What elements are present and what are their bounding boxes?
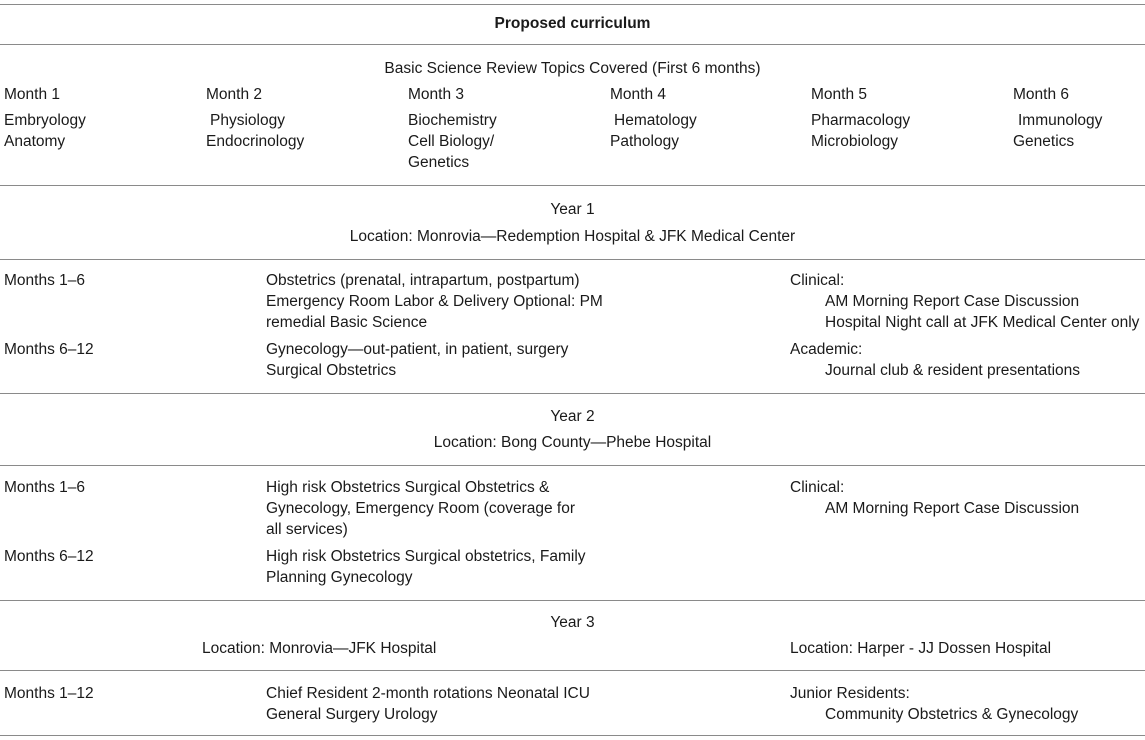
year2-row1-line: all services) xyxy=(266,521,348,538)
month-4-topic: Hematology xyxy=(614,112,697,129)
year2-heading: Year 2 xyxy=(550,408,595,425)
year1-row1-line: remedial Basic Science xyxy=(266,314,428,331)
year1-row1-line: Emergency Room Labor & Delivery Optional: PM xyxy=(266,293,603,310)
year3-period: Months 1–12 xyxy=(4,685,94,702)
rule-under-year3-header xyxy=(0,670,1145,671)
month-5-label: Month 5 xyxy=(811,86,868,103)
year3-junior-label: Junior Residents: xyxy=(790,685,910,702)
rule-bottom xyxy=(0,735,1145,736)
rule-top xyxy=(0,4,1145,5)
year2-row1-line: High risk Obstetrics Surgical Obstetrics & xyxy=(266,479,550,496)
month-4-topic: Pathology xyxy=(610,133,679,150)
month-3-topic: Biochemistry xyxy=(408,112,497,129)
year1-row1-line: Obstetrics (prenatal, intrapartum, postpartum) xyxy=(266,272,580,289)
year1-row2-line: Surgical Obstetrics xyxy=(266,362,397,379)
month-5-topic: Pharmacology xyxy=(811,112,911,129)
year3-junior-item: Community Obstetrics & Gynecology xyxy=(825,706,1079,723)
year1-location: Location: Monrovia—Redemption Hospital & JFK Medical Center xyxy=(349,228,796,245)
month-1-topic: Embryology xyxy=(4,112,86,129)
year1-academic-label: Academic: xyxy=(790,341,863,358)
year1-heading: Year 1 xyxy=(550,201,595,218)
year3-heading: Year 3 xyxy=(550,614,595,631)
month-1-topic: Anatomy xyxy=(4,133,66,150)
year2-period: Months 1–6 xyxy=(4,479,85,496)
basic-science-heading: Basic Science Review Topics Covered (First 6 months) xyxy=(384,60,761,77)
month-3-topic: Genetics xyxy=(408,154,470,171)
month-6-topic: Genetics xyxy=(1013,133,1075,150)
rule-under-year1-body xyxy=(0,393,1145,394)
year1-period: Months 1–6 xyxy=(4,272,85,289)
year3-location-right: Location: Harper - JJ Dossen Hospital xyxy=(790,640,1052,657)
year3-row1-line: General Surgery Urology xyxy=(266,706,438,723)
month-6-topic: Immunology xyxy=(1018,112,1103,129)
rule-under-title xyxy=(0,44,1145,45)
month-3-topic: Cell Biology/ xyxy=(408,133,495,150)
year2-row1-line: Gynecology, Emergency Room (coverage for xyxy=(266,500,575,517)
month-2-topic: Endocrinology xyxy=(206,133,305,150)
month-2-topic: Physiology xyxy=(210,112,285,129)
year2-row2-line: High risk Obstetrics Surgical obstetrics, Family xyxy=(266,548,586,565)
year3-row1-line: Chief Resident 2-month rotations Neonatal ICU xyxy=(266,685,590,702)
year1-clinical-item: AM Morning Report Case Discussion xyxy=(825,293,1080,310)
month-6-label: Month 6 xyxy=(1013,86,1070,103)
year1-clinical-item: Hospital Night call at JFK Medical Center only xyxy=(825,314,1140,331)
rule-under-year2-body xyxy=(0,600,1145,601)
year2-location: Location: Bong County—Phebe Hospital xyxy=(433,434,712,451)
year3-location-left: Location: Monrovia—JFK Hospital xyxy=(202,640,437,657)
rule-under-year1-header xyxy=(0,259,1145,260)
rule-under-year2-header xyxy=(0,465,1145,466)
month-3-label: Month 3 xyxy=(408,86,465,103)
year1-period: Months 6–12 xyxy=(4,341,94,358)
year2-clinical-item: AM Morning Report Case Discussion xyxy=(825,500,1080,517)
year1-academic-item: Journal club & resident presentations xyxy=(825,362,1081,379)
month-5-topic: Microbiology xyxy=(811,133,899,150)
year2-clinical-label: Clinical: xyxy=(790,479,845,496)
month-1-label: Month 1 xyxy=(4,86,61,103)
table-title: Proposed curriculum xyxy=(494,15,651,32)
month-4-label: Month 4 xyxy=(610,86,667,103)
rule-under-basic-science xyxy=(0,185,1145,186)
year2-row2-line: Planning Gynecology xyxy=(266,569,413,586)
year1-row2-line: Gynecology—out-patient, in patient, surgery xyxy=(266,341,569,358)
year2-period: Months 6–12 xyxy=(4,548,94,565)
year1-clinical-label: Clinical: xyxy=(790,272,845,289)
month-2-label: Month 2 xyxy=(206,86,263,103)
